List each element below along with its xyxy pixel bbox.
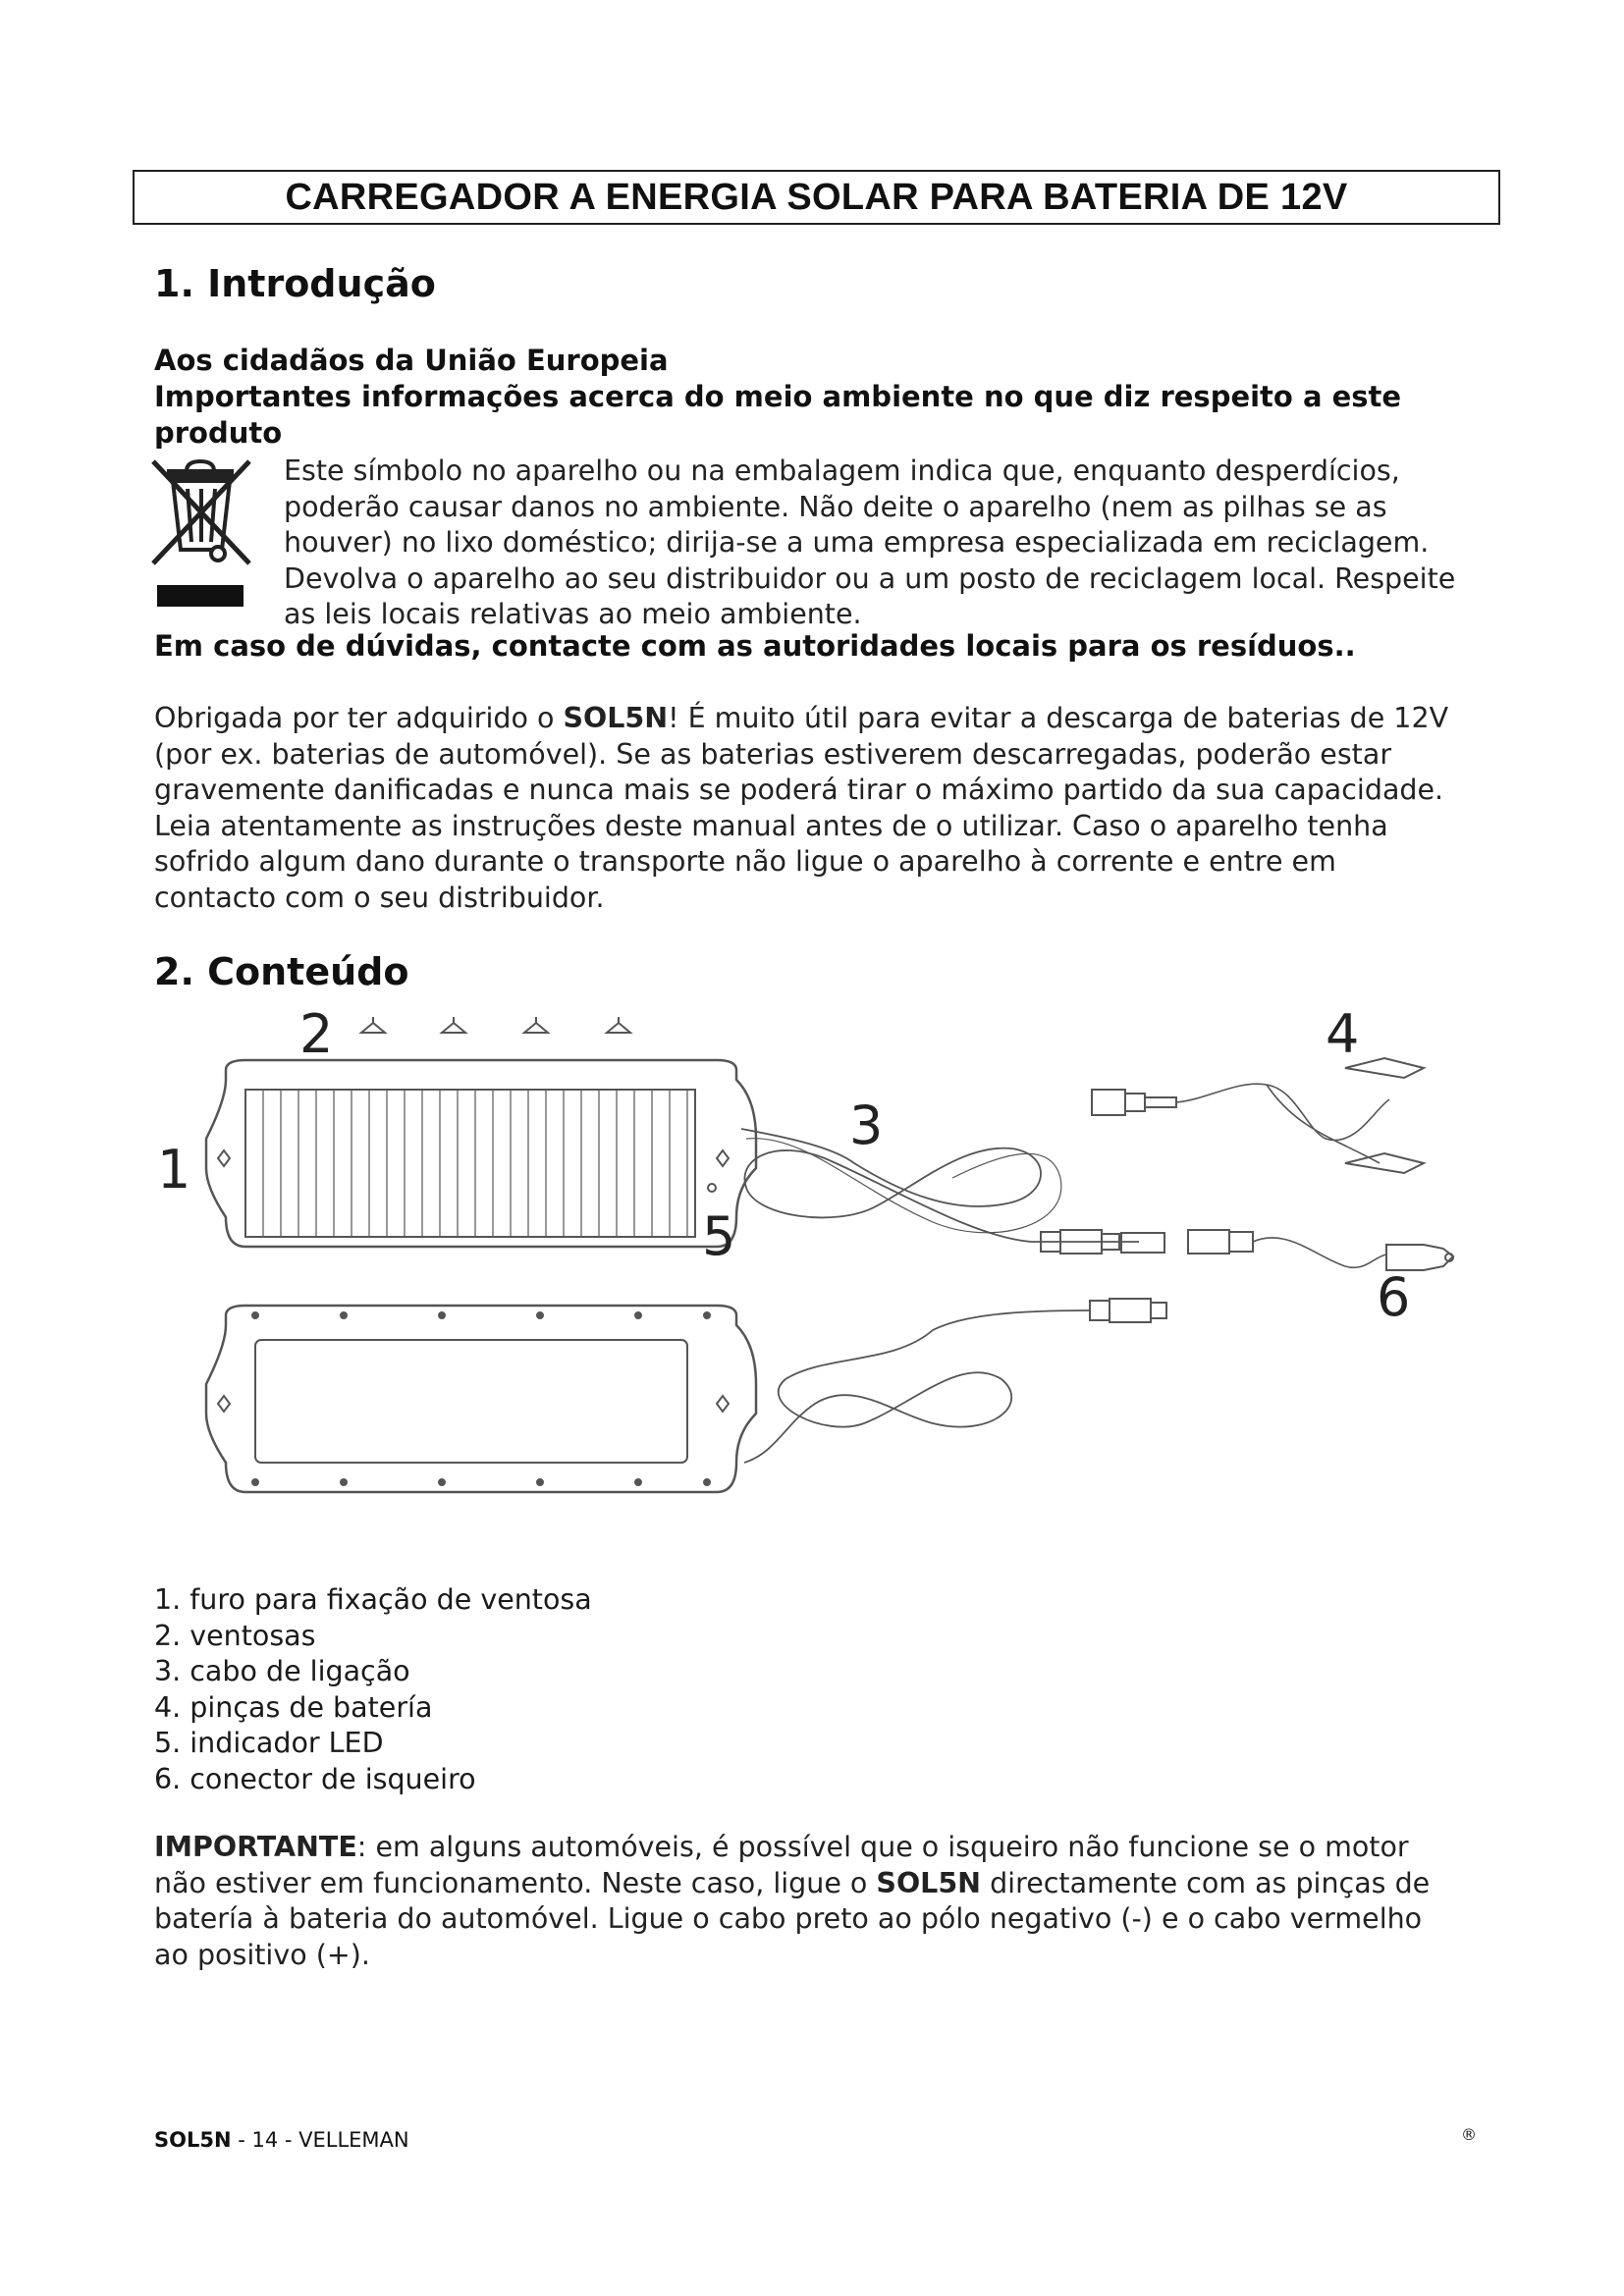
intro-product: SOL5N (563, 702, 669, 734)
callout-2: 2 (299, 1003, 334, 1065)
callout-1: 1 (157, 1139, 191, 1201)
eu-heading (154, 343, 1509, 452)
contents-list (154, 1582, 592, 1797)
section-1-heading: 1. Introdução (154, 262, 436, 305)
registered-mark: ® (1461, 2125, 1477, 2144)
weee-text: Este símbolo no aparelho ou na embalagem indica que, enquanto desperdícios, poderão causar danos no ambiente. Não deite o aparelho (nem as pilhas se as houver) no lixo doméstico; dirija-se a uma empresa especializada em reciclagem. Devolva o aparelho ao seu distribuidor ou a um posto de reciclagem local. Respeite as leis locais relativas ao meio ambiente. (284, 454, 1456, 630)
list-item: 5. indicador LED (154, 1727, 384, 1759)
important-paragraph (154, 1830, 1450, 1973)
callout-5: 5 (702, 1205, 736, 1267)
eu-heading-line-1: Aos cidadãos da União Europeia (154, 344, 669, 377)
list-item: 1. furo para fixação de ventosa (154, 1583, 592, 1616)
important-product: SOL5N (876, 1866, 982, 1899)
document-title: CARREGADOR A ENERGIA SOLAR PARA BATERIA DE 12V (285, 176, 1348, 218)
product-diagram (147, 991, 1492, 1541)
list-item: 3. cabo de ligação (154, 1655, 410, 1687)
footer (154, 2128, 409, 2152)
footer-page: - 14 - VELLEMAN (231, 2128, 409, 2152)
important-label: IMPORTANTE (154, 1831, 357, 1863)
callout-6: 6 (1377, 1266, 1411, 1328)
eu-heading-line-2: Importantes informações acerca do meio ambiente no que diz respeito a este produto (154, 380, 1402, 450)
intro-pre: Obrigada por ter adquirido o (154, 702, 564, 734)
footer-model: SOL5N (154, 2128, 232, 2152)
important-text-a: : em alguns automóveis, é possível que o isqueiro não funcione se o motor não estiver em funcionamento. Neste caso, ligue o (154, 1831, 1409, 1899)
callout-4: 4 (1326, 1003, 1360, 1065)
intro-paragraph (154, 701, 1450, 916)
intro-post: ! É muito útil para evitar a descarga de baterias de 12V (por ex. baterias de automóvel). Se as baterias estiverem descarregadas, poderão estar gravemente danificadas e nunca mais se poderá tirar o máximo partido da sua capacidade. Leia atentamente as instruções deste manual antes de o utilizar. Caso o aparelho tenha sofrido algum dano durante o transporte não ligue o aparelho à corrente e entre em contacto com o seu distribuidor. (154, 702, 1449, 914)
section-2-heading: 2. Conteúdo (154, 950, 409, 993)
weee-bin-icon (147, 454, 255, 613)
important-text-b: directamente com as pinças de batería à bateria do automóvel. Ligue o cabo preto ao pólo negativo (-) e o cabo vermelho ao positivo (+). (154, 1866, 1431, 1971)
callout-3: 3 (849, 1095, 884, 1156)
doubts-text: Em caso de dúvidas, contacte com as autoridades locais para os resíduos.. (154, 629, 1356, 663)
list-item: 2. ventosas (154, 1619, 316, 1652)
suction-cup-icon (361, 1017, 630, 1033)
title-box (133, 170, 1500, 225)
list-item: 4. pinças de batería (154, 1690, 433, 1724)
list-item: 6. conector de isqueiro (154, 1762, 476, 1795)
